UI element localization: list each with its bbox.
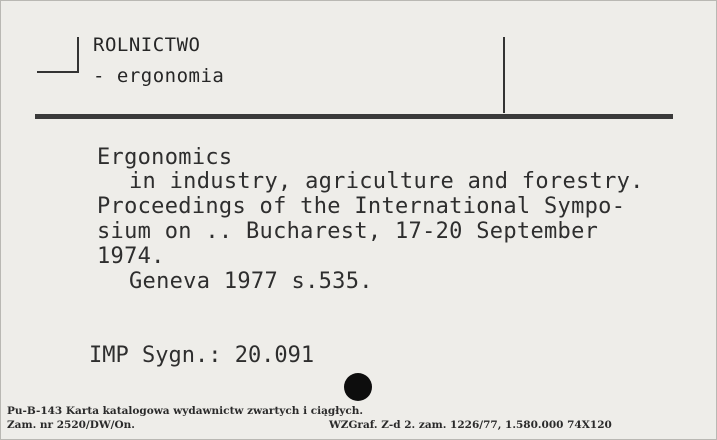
entry-line: Ergonomics <box>97 145 233 170</box>
entry-line: in industry, agriculture and forestry. <box>129 169 644 194</box>
entry-line: 1974. <box>97 244 165 269</box>
entry-line: Proceedings of the International Sympo- <box>97 194 626 219</box>
corner-bracket-mark <box>37 37 79 73</box>
entry-line: sium on .. Bucharest, 17-20 September <box>97 219 599 244</box>
subject-heading: ROLNICTWO <box>93 34 201 56</box>
punch-hole <box>344 373 372 401</box>
entry-line: Geneva 1977 s.535. <box>129 269 373 294</box>
call-number: IMP Sygn.: 20.091 <box>89 343 315 368</box>
footer-printer-info: WZGraf. Z-d 2. zam. 1226/77, 1.580.000 74X120 <box>329 419 612 431</box>
footer-line-1: Pu-B-143 Karta katalogowa wydawnictw zwartych i ciągłych. <box>7 405 364 417</box>
footer-line-2 <box>7 419 707 433</box>
header-divider-vertical <box>503 37 505 113</box>
corner-bracket-horizontal <box>37 71 79 73</box>
header-rule <box>35 114 673 119</box>
footer-order-number: Zam. nr 2520/DW/On. <box>7 419 135 431</box>
corner-bracket-vertical <box>77 37 79 73</box>
subject-subheading: - ergonomia <box>93 65 225 87</box>
